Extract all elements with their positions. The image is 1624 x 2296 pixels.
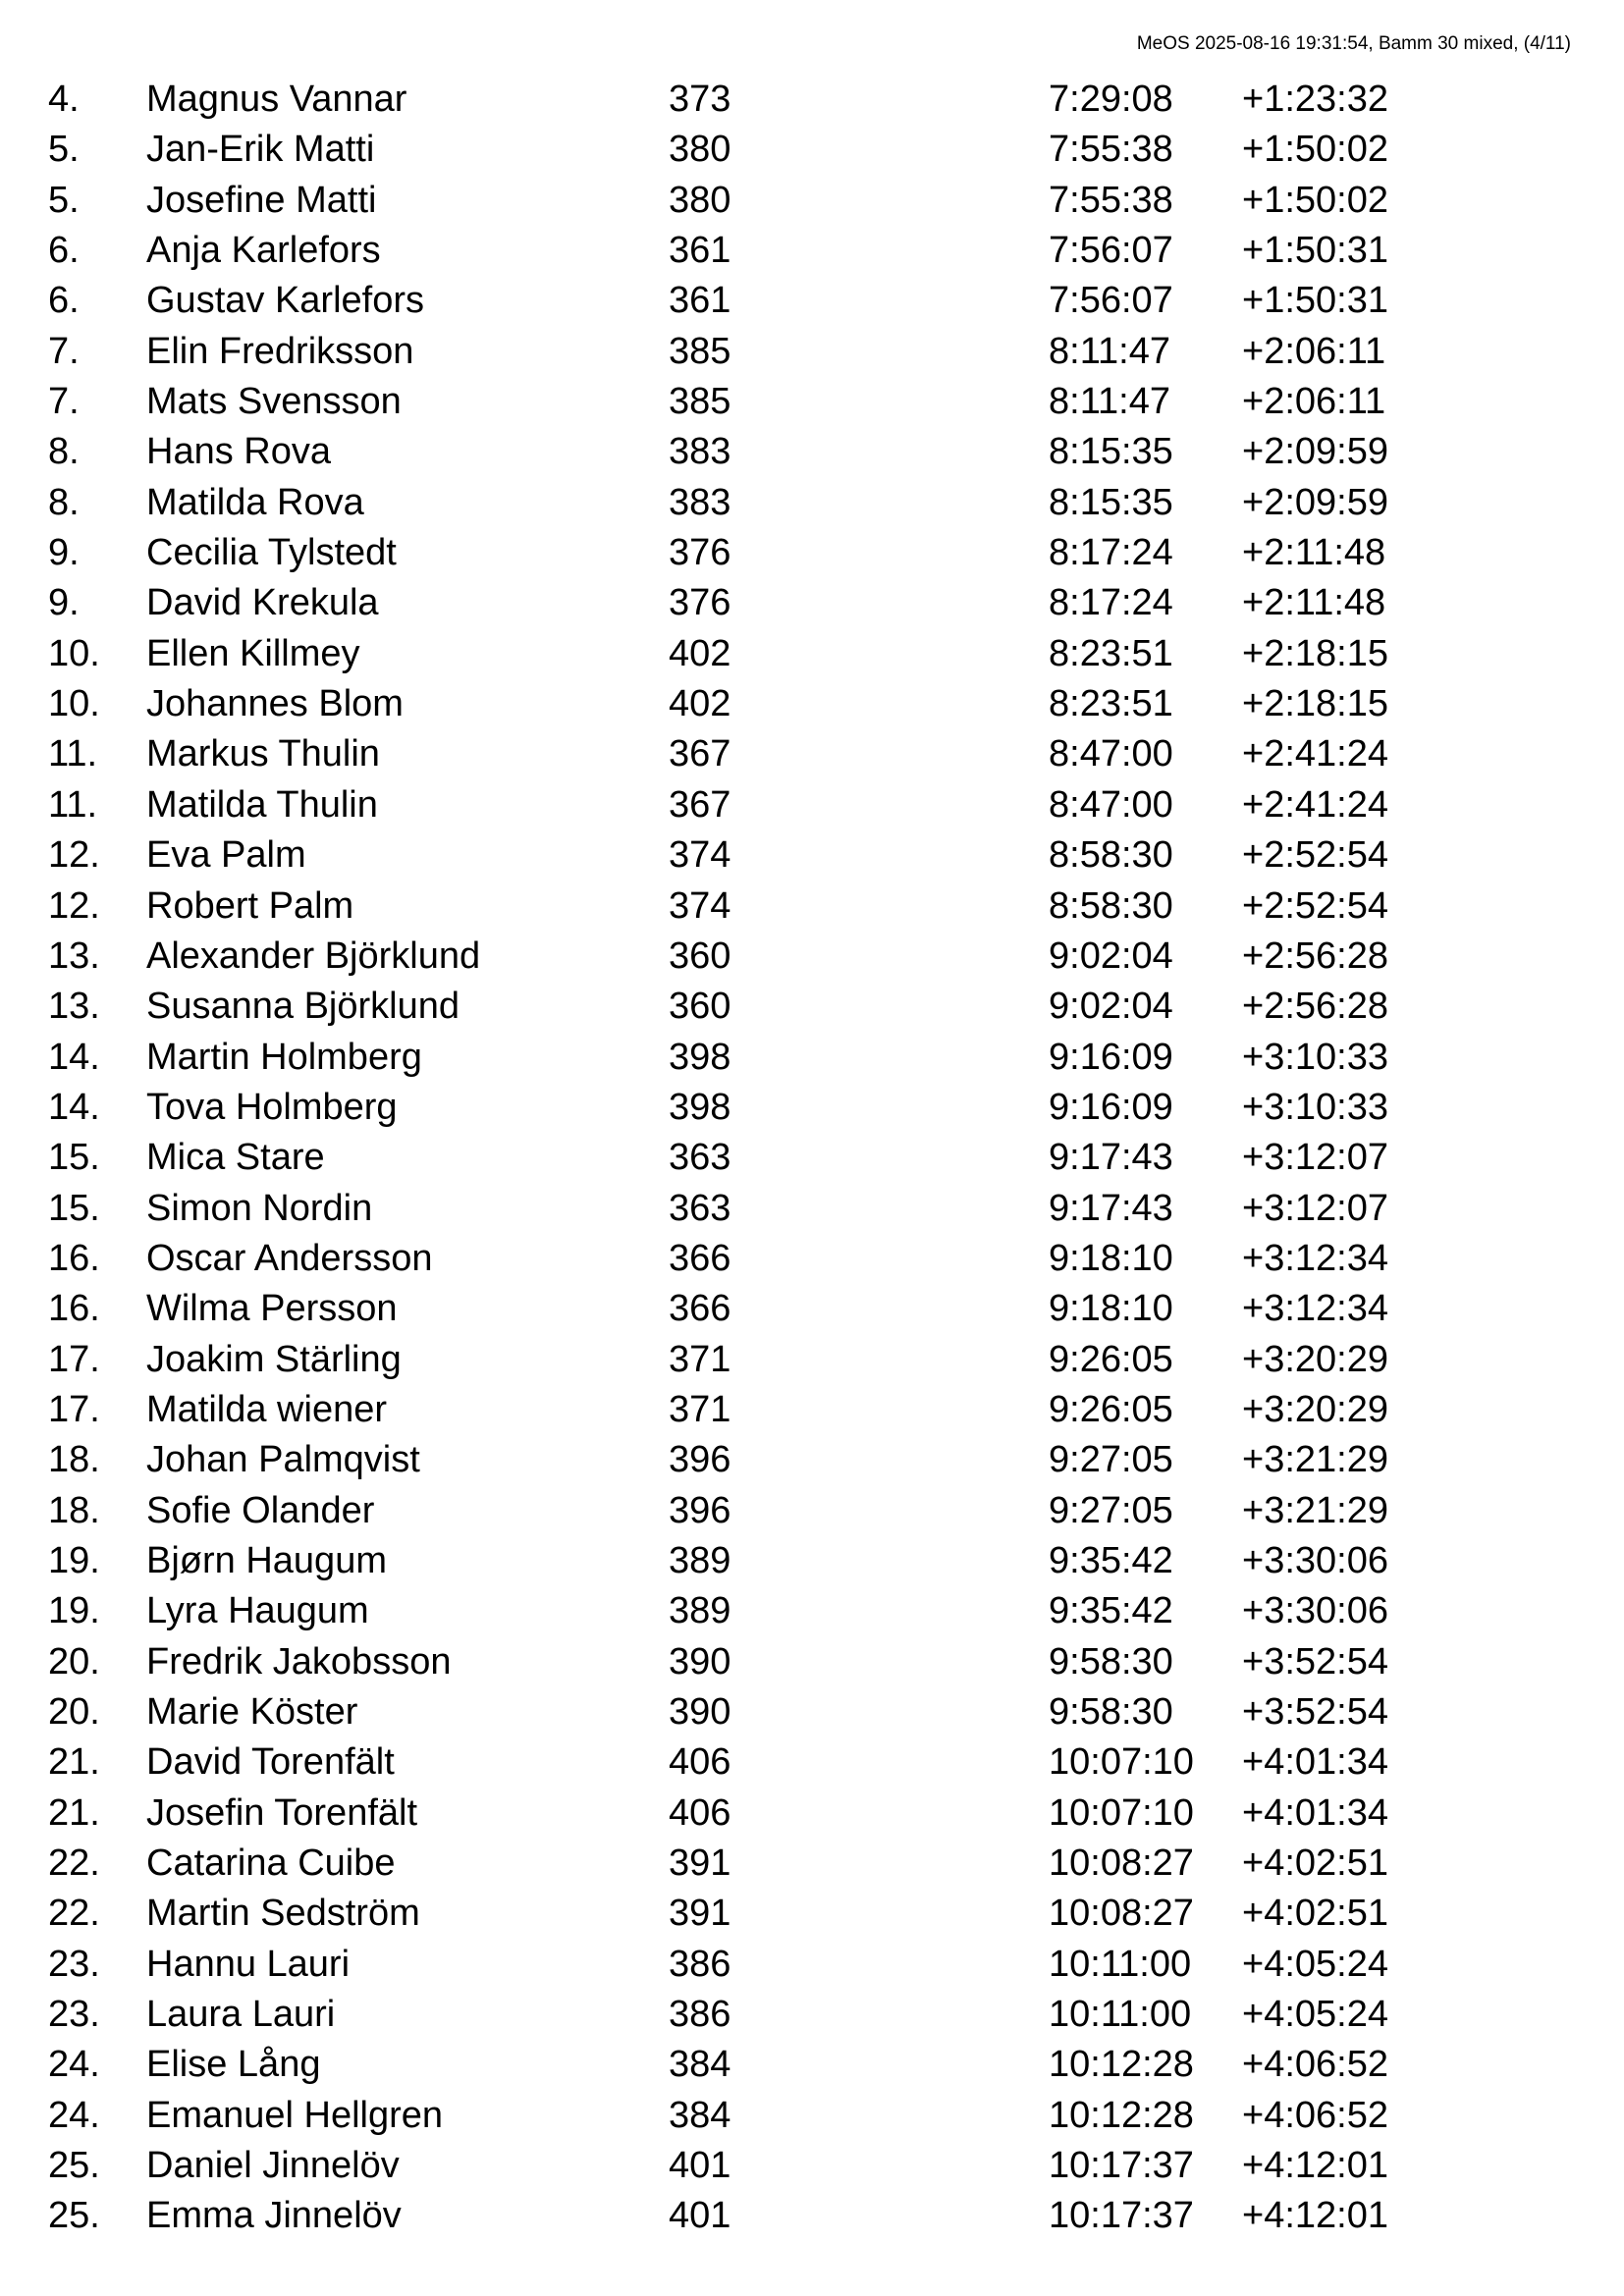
results-list (0, 75, 1624, 2242)
result-time-behind: +2:52:54 (1242, 884, 1388, 927)
result-bib: 396 (669, 1439, 731, 1481)
result-row (0, 629, 1624, 679)
result-time: 9:17:43 (1049, 1187, 1173, 1229)
page-header: MeOS 2025-08-16 19:31:54, Bamm 30 mixed, (4/11) (1136, 33, 1571, 54)
result-bib: 384 (669, 2044, 731, 2086)
result-name: Magnus Vannar (146, 79, 407, 120)
result-time-behind: +2:06:11 (1242, 381, 1386, 423)
result-place: 6. (48, 280, 80, 322)
result-time: 8:47:00 (1049, 783, 1173, 826)
result-row (0, 1486, 1624, 1536)
result-place: 8. (48, 431, 80, 473)
result-row (0, 528, 1624, 578)
result-bib: 373 (669, 79, 731, 120)
result-time: 7:56:07 (1049, 280, 1173, 322)
result-bib: 401 (669, 2195, 731, 2237)
result-row (0, 1284, 1624, 1334)
result-time-behind: +1:50:02 (1242, 129, 1388, 171)
result-bib: 398 (669, 1036, 731, 1078)
result-time: 7:29:08 (1049, 79, 1173, 120)
result-time-behind: +2:41:24 (1242, 733, 1388, 775)
result-row (0, 1839, 1624, 1889)
result-time-behind: +4:12:01 (1242, 2145, 1388, 2187)
result-name: Cecilia Tylstedt (146, 532, 397, 574)
result-bib: 386 (669, 1943, 731, 1985)
result-time-behind: +2:18:15 (1242, 683, 1388, 725)
result-time: 7:56:07 (1049, 230, 1173, 272)
result-name: Johan Palmqvist (146, 1439, 420, 1481)
result-name: Josefin Torenfält (146, 1791, 418, 1834)
result-place: 17. (48, 1338, 100, 1380)
result-time: 8:11:47 (1049, 381, 1170, 423)
result-place: 21. (48, 1791, 100, 1834)
result-place: 7. (48, 381, 80, 423)
result-name: Lyra Haugum (146, 1590, 369, 1632)
result-row (0, 1789, 1624, 1839)
result-time-behind: +2:11:48 (1242, 582, 1386, 624)
result-row (0, 1889, 1624, 1939)
result-name: Jan-Erik Matti (146, 129, 375, 171)
result-bib: 367 (669, 783, 731, 826)
result-bib: 363 (669, 1187, 731, 1229)
result-bib: 402 (669, 683, 731, 725)
result-time: 8:58:30 (1049, 884, 1173, 927)
result-time: 10:11:00 (1049, 1994, 1192, 2036)
result-name: Martin Holmberg (146, 1036, 422, 1078)
result-row (0, 982, 1624, 1032)
result-row (0, 327, 1624, 377)
result-bib: 385 (669, 330, 731, 372)
result-time-behind: +4:12:01 (1242, 2195, 1388, 2237)
result-name: Bjørn Haugum (146, 1539, 387, 1581)
result-row (0, 729, 1624, 779)
result-time-behind: +2:09:59 (1242, 431, 1388, 473)
result-time: 9:58:30 (1049, 1691, 1173, 1733)
result-time-behind: +2:52:54 (1242, 834, 1388, 877)
result-time: 10:08:27 (1049, 1842, 1194, 1885)
result-row (0, 1184, 1624, 1234)
result-time: 10:12:28 (1049, 2044, 1194, 2086)
result-name: Gustav Karlefors (146, 280, 424, 322)
result-name: Johannes Blom (146, 683, 404, 725)
result-bib: 391 (669, 1842, 731, 1885)
result-name: Joakim Stärling (146, 1338, 402, 1380)
result-name: Anja Karlefors (146, 230, 381, 272)
result-place: 12. (48, 834, 100, 877)
result-name: Fredrik Jakobsson (146, 1640, 452, 1682)
result-row (0, 2141, 1624, 2191)
result-name: Robert Palm (146, 884, 354, 927)
result-name: Emma Jinnelöv (146, 2195, 402, 2237)
result-time: 8:58:30 (1049, 834, 1173, 877)
result-time-behind: +3:21:29 (1242, 1489, 1388, 1531)
result-bib: 401 (669, 2145, 731, 2187)
result-bib: 391 (669, 1893, 731, 1935)
result-place: 11. (48, 733, 98, 775)
result-bib: 390 (669, 1691, 731, 1733)
result-row (0, 1385, 1624, 1435)
result-place: 6. (48, 230, 80, 272)
result-time-behind: +3:12:07 (1242, 1187, 1388, 1229)
result-time: 8:15:35 (1049, 431, 1173, 473)
result-time: 9:18:10 (1049, 1288, 1173, 1330)
result-row (0, 881, 1624, 932)
result-bib: 366 (669, 1237, 731, 1279)
result-time: 10:12:28 (1049, 2094, 1194, 2136)
result-place: 18. (48, 1489, 100, 1531)
result-place: 8. (48, 481, 80, 523)
result-name: Martin Sedström (146, 1893, 420, 1935)
result-time: 8:11:47 (1049, 330, 1170, 372)
result-bib: 380 (669, 129, 731, 171)
result-place: 22. (48, 1842, 100, 1885)
result-row (0, 276, 1624, 326)
result-time-behind: +3:12:34 (1242, 1237, 1388, 1279)
result-row (0, 1737, 1624, 1788)
result-name: Hannu Lauri (146, 1943, 351, 1985)
result-bib: 374 (669, 834, 731, 877)
result-name: Markus Thulin (146, 733, 380, 775)
result-name: David Torenfält (146, 1741, 395, 1784)
result-row (0, 2040, 1624, 2090)
result-time-behind: +2:06:11 (1242, 330, 1386, 372)
result-bib: 386 (669, 1994, 731, 2036)
result-place: 12. (48, 884, 100, 927)
result-place: 15. (48, 1137, 100, 1179)
result-bib: 367 (669, 733, 731, 775)
result-place: 5. (48, 129, 80, 171)
result-place: 15. (48, 1187, 100, 1229)
result-time: 9:27:05 (1049, 1489, 1173, 1531)
result-bib: 366 (669, 1288, 731, 1330)
result-name: Ellen Killmey (146, 632, 360, 674)
result-row (0, 1435, 1624, 1485)
result-time: 10:07:10 (1049, 1791, 1194, 1834)
result-time-behind: +2:56:28 (1242, 934, 1388, 977)
result-bib: 384 (669, 2094, 731, 2136)
result-place: 9. (48, 582, 80, 624)
result-time: 9:58:30 (1049, 1640, 1173, 1682)
result-place: 10. (48, 632, 100, 674)
result-bib: 371 (669, 1388, 731, 1430)
result-time-behind: +3:30:06 (1242, 1539, 1388, 1581)
result-place: 20. (48, 1691, 100, 1733)
result-place: 24. (48, 2094, 100, 2136)
result-time-behind: +2:56:28 (1242, 986, 1388, 1028)
result-row (0, 1033, 1624, 1083)
result-bib: 374 (669, 884, 731, 927)
result-place: 25. (48, 2195, 100, 2237)
result-time-behind: +4:01:34 (1242, 1741, 1388, 1784)
result-row (0, 478, 1624, 528)
result-time: 10:07:10 (1049, 1741, 1194, 1784)
result-time-behind: +4:05:24 (1242, 1994, 1388, 2036)
result-bib: 406 (669, 1741, 731, 1784)
result-bib: 390 (669, 1640, 731, 1682)
result-row (0, 75, 1624, 125)
result-place: 14. (48, 1086, 100, 1128)
result-time: 9:16:09 (1049, 1086, 1173, 1128)
result-name: Simon Nordin (146, 1187, 373, 1229)
result-name: Alexander Björklund (146, 934, 481, 977)
result-row (0, 1536, 1624, 1586)
result-time: 10:08:27 (1049, 1893, 1194, 1935)
result-time: 10:11:00 (1049, 1943, 1192, 1985)
result-place: 10. (48, 683, 100, 725)
result-time: 7:55:38 (1049, 129, 1173, 171)
result-place: 9. (48, 532, 80, 574)
result-name: Matilda Rova (146, 481, 364, 523)
result-name: Matilda wiener (146, 1388, 387, 1430)
result-row (0, 125, 1624, 175)
result-place: 11. (48, 783, 98, 826)
result-bib: 389 (669, 1590, 731, 1632)
result-name: David Krekula (146, 582, 379, 624)
result-bib: 389 (669, 1539, 731, 1581)
result-bib: 385 (669, 381, 731, 423)
result-bib: 371 (669, 1338, 731, 1380)
result-name: Elise Lång (146, 2044, 321, 2086)
result-row (0, 1687, 1624, 1737)
result-bib: 376 (669, 582, 731, 624)
result-time-behind: +3:52:54 (1242, 1691, 1388, 1733)
result-bib: 363 (669, 1137, 731, 1179)
result-time: 9:02:04 (1049, 986, 1173, 1028)
result-name: Elin Fredriksson (146, 330, 414, 372)
result-time: 9:02:04 (1049, 934, 1173, 977)
result-time: 9:26:05 (1049, 1338, 1173, 1380)
result-time: 9:27:05 (1049, 1439, 1173, 1481)
result-time-behind: +3:12:07 (1242, 1137, 1388, 1179)
result-time: 8:47:00 (1049, 733, 1173, 775)
result-time: 8:17:24 (1049, 532, 1173, 574)
result-name: Susanna Björklund (146, 986, 460, 1028)
result-time-behind: +3:10:33 (1242, 1086, 1388, 1128)
result-row (0, 1637, 1624, 1687)
result-place: 18. (48, 1439, 100, 1481)
result-time-behind: +3:21:29 (1242, 1439, 1388, 1481)
result-row (0, 176, 1624, 226)
result-row (0, 932, 1624, 982)
result-bib: 360 (669, 934, 731, 977)
result-time-behind: +1:50:31 (1242, 280, 1388, 322)
result-name: Emanuel Hellgren (146, 2094, 444, 2136)
result-bib: 383 (669, 481, 731, 523)
result-bib: 360 (669, 986, 731, 1028)
result-place: 16. (48, 1237, 100, 1279)
result-time-behind: +2:41:24 (1242, 783, 1388, 826)
result-place: 25. (48, 2145, 100, 2187)
result-time: 10:17:37 (1049, 2145, 1194, 2187)
result-time-behind: +4:02:51 (1242, 1893, 1388, 1935)
result-time-behind: +2:18:15 (1242, 632, 1388, 674)
result-name: Marie Köster (146, 1691, 358, 1733)
result-place: 16. (48, 1288, 100, 1330)
result-place: 19. (48, 1590, 100, 1632)
result-time: 10:17:37 (1049, 2195, 1194, 2237)
result-name: Tova Holmberg (146, 1086, 398, 1128)
result-place: 22. (48, 1893, 100, 1935)
result-row (0, 377, 1624, 427)
result-row (0, 1335, 1624, 1385)
result-bib: 383 (669, 431, 731, 473)
result-time: 9:17:43 (1049, 1137, 1173, 1179)
result-time: 7:55:38 (1049, 179, 1173, 221)
result-row (0, 780, 1624, 830)
result-name: Mica Stare (146, 1137, 325, 1179)
result-name: Matilda Thulin (146, 783, 378, 826)
result-time-behind: +4:06:52 (1242, 2044, 1388, 2086)
result-time-behind: +1:23:32 (1242, 79, 1388, 120)
result-row (0, 1083, 1624, 1133)
result-time-behind: +3:30:06 (1242, 1590, 1388, 1632)
result-name: Catarina Cuibe (146, 1842, 396, 1885)
result-time: 9:35:42 (1049, 1539, 1173, 1581)
result-place: 4. (48, 79, 80, 120)
result-time-behind: +4:05:24 (1242, 1943, 1388, 1985)
result-time: 8:23:51 (1049, 683, 1173, 725)
result-place: 17. (48, 1388, 100, 1430)
result-row (0, 2191, 1624, 2241)
result-place: 13. (48, 934, 100, 977)
result-row (0, 830, 1624, 881)
result-name: Eva Palm (146, 834, 306, 877)
result-bib: 402 (669, 632, 731, 674)
result-time-behind: +3:52:54 (1242, 1640, 1388, 1682)
result-bib: 398 (669, 1086, 731, 1128)
result-time-behind: +1:50:31 (1242, 230, 1388, 272)
result-place: 14. (48, 1036, 100, 1078)
result-place: 7. (48, 330, 80, 372)
result-time: 9:26:05 (1049, 1388, 1173, 1430)
result-name: Daniel Jinnelöv (146, 2145, 400, 2187)
result-row (0, 1586, 1624, 1636)
result-name: Josefine Matti (146, 179, 377, 221)
result-time: 9:16:09 (1049, 1036, 1173, 1078)
result-time-behind: +1:50:02 (1242, 179, 1388, 221)
result-name: Hans Rova (146, 431, 331, 473)
result-row (0, 226, 1624, 276)
result-name: Wilma Persson (146, 1288, 398, 1330)
result-row (0, 578, 1624, 628)
result-time: 8:17:24 (1049, 582, 1173, 624)
result-time-behind: +2:11:48 (1242, 532, 1386, 574)
result-name: Sofie Olander (146, 1489, 375, 1531)
result-bib: 396 (669, 1489, 731, 1531)
result-name: Oscar Andersson (146, 1237, 433, 1279)
result-time: 9:18:10 (1049, 1237, 1173, 1279)
result-name: Laura Lauri (146, 1994, 336, 2036)
result-place: 24. (48, 2044, 100, 2086)
result-place: 13. (48, 986, 100, 1028)
result-row (0, 679, 1624, 729)
result-row (0, 1133, 1624, 1183)
result-time-behind: +3:20:29 (1242, 1338, 1388, 1380)
result-time: 8:15:35 (1049, 481, 1173, 523)
result-time-behind: +2:09:59 (1242, 481, 1388, 523)
result-place: 23. (48, 1994, 100, 2036)
result-row (0, 1940, 1624, 1990)
result-place: 19. (48, 1539, 100, 1581)
result-time-behind: +3:12:34 (1242, 1288, 1388, 1330)
result-bib: 361 (669, 230, 731, 272)
result-bib: 380 (669, 179, 731, 221)
result-place: 5. (48, 179, 80, 221)
result-row (0, 1990, 1624, 2040)
result-bib: 376 (669, 532, 731, 574)
result-time: 9:35:42 (1049, 1590, 1173, 1632)
result-row (0, 427, 1624, 477)
result-place: 20. (48, 1640, 100, 1682)
result-place: 21. (48, 1741, 100, 1784)
result-time-behind: +3:20:29 (1242, 1388, 1388, 1430)
result-bib: 361 (669, 280, 731, 322)
result-time-behind: +4:01:34 (1242, 1791, 1388, 1834)
result-time: 8:23:51 (1049, 632, 1173, 674)
result-row (0, 1234, 1624, 1284)
result-time-behind: +4:06:52 (1242, 2094, 1388, 2136)
result-bib: 406 (669, 1791, 731, 1834)
result-time-behind: +4:02:51 (1242, 1842, 1388, 1885)
result-place: 23. (48, 1943, 100, 1985)
result-name: Mats Svensson (146, 381, 402, 423)
result-row (0, 2091, 1624, 2141)
result-time-behind: +3:10:33 (1242, 1036, 1388, 1078)
